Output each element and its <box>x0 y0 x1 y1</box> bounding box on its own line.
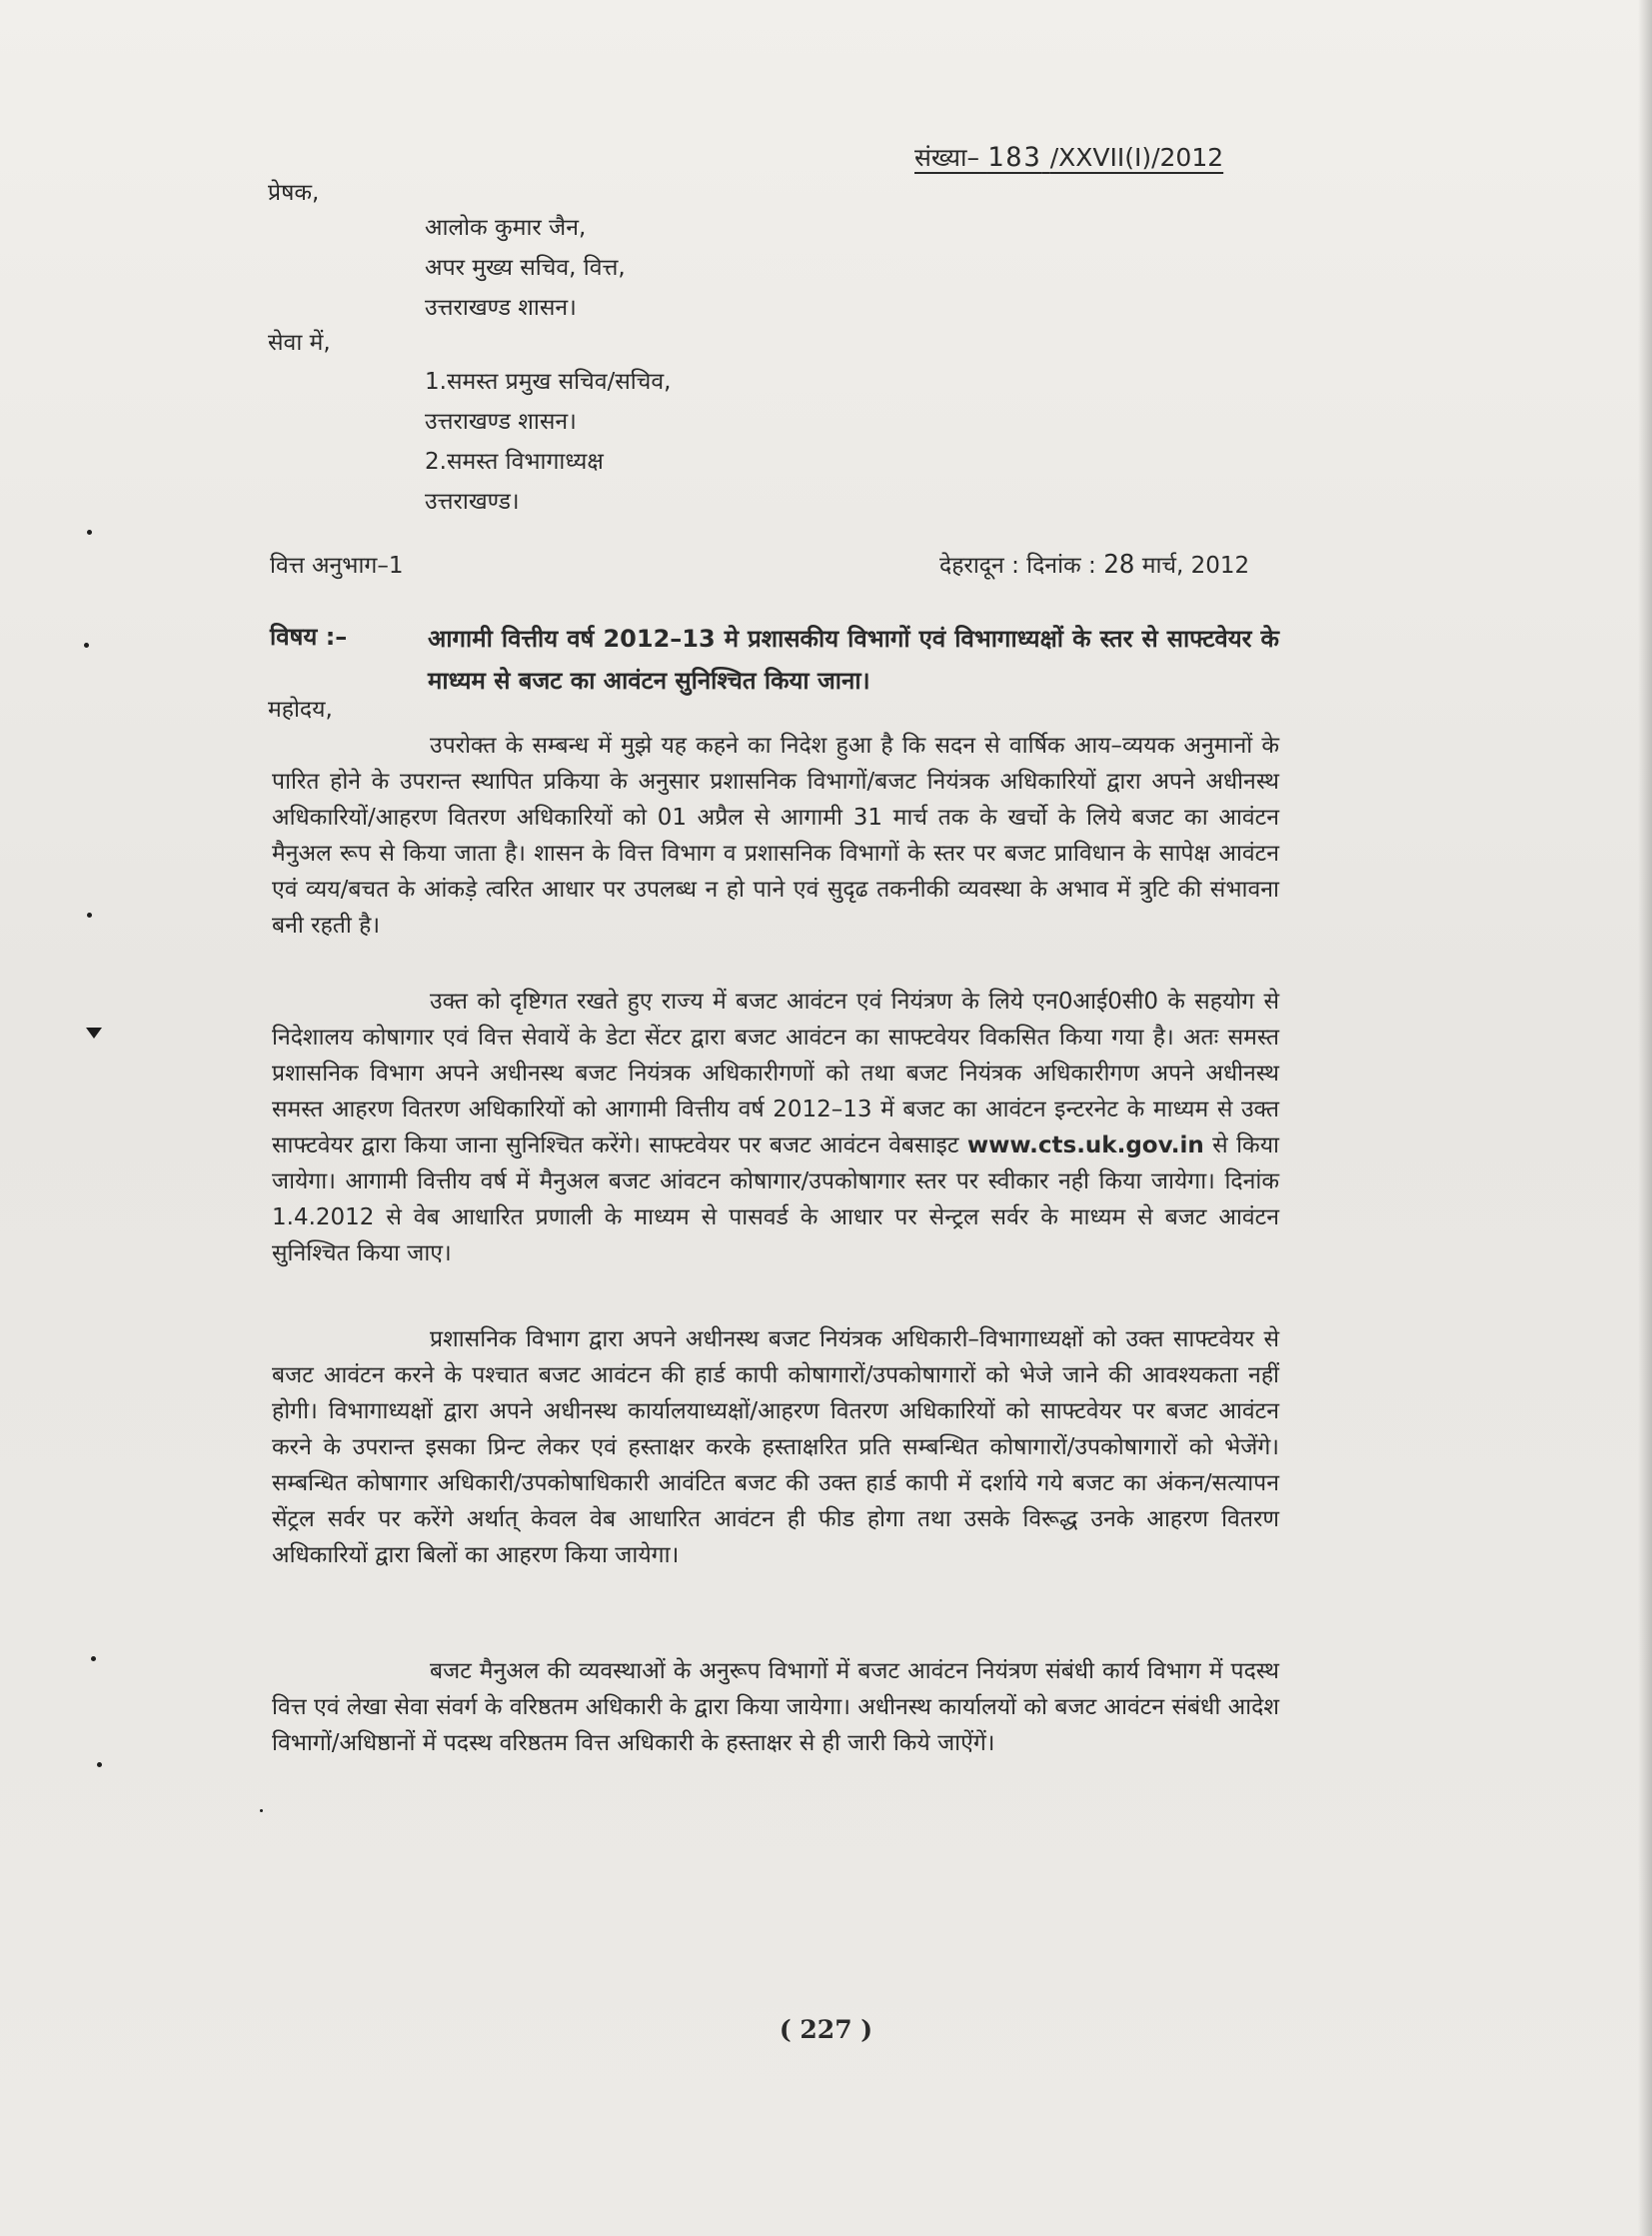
sender-designation: अपर मुख्य सचिव, वित्त, <box>425 255 626 281</box>
handwritten-day: 28 <box>1103 550 1135 580</box>
scan-speck <box>87 913 92 918</box>
margin-arrow-mark <box>86 1028 102 1039</box>
scan-speck <box>91 1656 96 1661</box>
page-number: ( 227 ) <box>779 2015 873 2044</box>
sender-office: उत्तराखण्ड शासन। <box>425 295 577 321</box>
subject-text: आगामी वित्तीय वर्ष 2012–13 मे प्रशासकीय विभागों एवं विभागाध्यक्षों के स्तर से साफ्टवेयर के माध्यम से बजट का आवंटन सुनिश्चित किया जाना। <box>428 625 1279 695</box>
place-date-prefix: देहरादून : दिनांक : <box>939 553 1096 579</box>
paragraph-2 <box>272 984 1279 1271</box>
scan-speck <box>87 530 92 535</box>
paragraph-2-part-2: से किया जायेगा। आगामी वित्तीय वर्ष में मैनुअल बजट आंवटन कोषागार/उपकोषागार स्तर पर स्वीकार नही किया जायेगा। दिनांक 1.4.2012 से वेब आधारित प्रणाली के माध्यम से पासवर्ड के आधार पर सेन्ट्रल सर्वर के माध्यम से बजट आवंटन सुनिश्चित किया जाए। <box>272 1132 1280 1266</box>
reference-suffix: /XXVII(I)/2012 <box>1049 143 1224 172</box>
place-date-suffix: मार्च, 2012 <box>1141 553 1250 579</box>
recipient-line-3: 2.समस्त विभागाध्यक्ष <box>425 449 604 475</box>
reference-number <box>914 140 1223 174</box>
page-edge-shadow <box>1638 0 1652 2236</box>
recipient-label: सेवा में, <box>268 330 331 356</box>
reference-handwritten-number: 183 <box>986 142 1042 173</box>
scan-speck <box>84 643 89 648</box>
recipient-line-4: उत्तराखण्ड। <box>425 489 520 515</box>
paragraph-3: प्रशासनिक विभाग द्वारा अपने अधीनस्थ बजट नियंत्रक अधिकारी–विभागाध्यक्षों को उक्त साफ्टवेयर से बजट आवंटन करने के पश्चात बजट आवंटन की हार्ड कापी कोषागारों/उपकोषागारों को भेजे जाने की आवश्यकता नहीं होगी। विभागाध्यक्षों द्वारा अपने अधीनस्थ कार्यालयाध्यक्षों/आहरण वितरण अधिकारियों को साफ्टवेयर पर बजट आवंटन करने के उपरान्त इसका प्रिन्ट लेकर एवं हस्ताक्षर करके हस्ताक्षरित प्रति सम्बन्धित कोषागारों/उपकोषागारों को भेजेंगे। सम्बन्धित कोषागार अधिकारी/उपकोषाधिकारी आवंटित बजट की उक्त हार्ड कापी में दर्शाये गये बजट का अंकन/सत्यापन सेंट्रल सर्वर पर करेंगे अर्थात् केवल वेब आधारित आवंटन ही फीड होगा तथा उसके विरूद्ध उनके आहरण वितरण अधिकारियों द्वारा बिलों का आहरण किया जायेगा। <box>272 1326 1279 1568</box>
sender-label: प्रेषक, <box>268 180 320 206</box>
reference-prefix: संख्या– <box>914 143 980 172</box>
place-date <box>939 548 1249 580</box>
salutation: महोदय, <box>268 697 333 723</box>
section-name: वित्त अनुभाग–1 <box>270 553 404 579</box>
paragraph-2-part-1: उक्त को दृष्टिगत रखते हुए राज्य में बजट आवंटन एवं नियंत्रण के लिये एन0आई0सी0 के सहयोग से निदेशालय कोषागार एवं वित्त सेवायें के डेटा सेंटर द्वारा बजट आवंटन का साफ्टवेयर विकसित किया गया है। अतः समस्त प्रशासनिक विभाग अपने अधीनस्थ बजट नियंत्रक अधिकारीगणों को तथा बजट नियंत्रक अधिकारीगण अपने अधीनस्थ समस्त आहरण वितरण अधिकारियों को आगामी वित्तीय वर्ष 2012–13 में बजट का आवंटन इन्टरनेट के माध्यम से उक्त साफ्टवेयर द्वारा किया जाना सुनिश्चित करेंगे। साफ्टवेयर पर बजट आवंटन वेबसाइट <box>272 989 1279 1158</box>
website-address: www.cts.uk.gov.in <box>966 1132 1204 1158</box>
paragraph-4: बजट मैनुअल की व्यवस्थाओं के अनुरूप विभागों में बजट आवंटन नियंत्रण संबंधी कार्य विभाग में पदस्थ वित्त एवं लेखा सेवा संवर्ग के वरिष्ठतम अधिकारी के द्वारा किया जायेगा। अधीनस्थ कार्यालयों को बजट आवंटन संबंधी आदेश विभागों/अधिष्ठानों में पदस्थ वरिष्ठतम वित्त अधिकारी के हस्ताक्षर से ही जारी किये जाऐंगें। <box>272 1658 1279 1756</box>
scan-speck <box>260 1809 263 1812</box>
sender-name: आलोक कुमार जैन, <box>425 215 587 241</box>
paragraph-1: उपरोक्त के सम्बन्ध में मुझे यह कहने का निदेश हुआ है कि सदन से वार्षिक आय–व्ययक अनुमानों के पारित होने के उपरान्त स्थापित प्रकिया के अनुसार प्रशासनिक विभागों/बजट नियंत्रक अधिकारियों द्वारा अपने अधीनस्थ अधिकारियों/आहरण वितरण अधिकारियों को 01 अप्रैल से आगामी 31 मार्च तक के खर्चो के लिये बजट का आवंटन मैनुअल रूप से किया जाता है। शासन के वित्त विभाग व प्रशासनिक विभागों के स्तर पर बजट प्राविधान के सापेक्ष आवंटन एवं व्यय/बचत के आंकड़े त्वरित आधार पर उपलब्ध न हो पाने एवं सुदृढ तकनीकी व्यवस्था के अभाव में त्रुटि की संभावना बनी रहती है। <box>272 733 1279 939</box>
recipient-block <box>425 362 671 522</box>
scan-speck <box>97 1762 102 1767</box>
recipient-line-2: उत्तराखण्ड शासन। <box>425 409 577 435</box>
subject-label: विषय :– <box>270 623 348 651</box>
sender-block <box>425 208 626 328</box>
recipient-line-1: 1.समस्त प्रमुख सचिव/सचिव, <box>425 369 672 395</box>
